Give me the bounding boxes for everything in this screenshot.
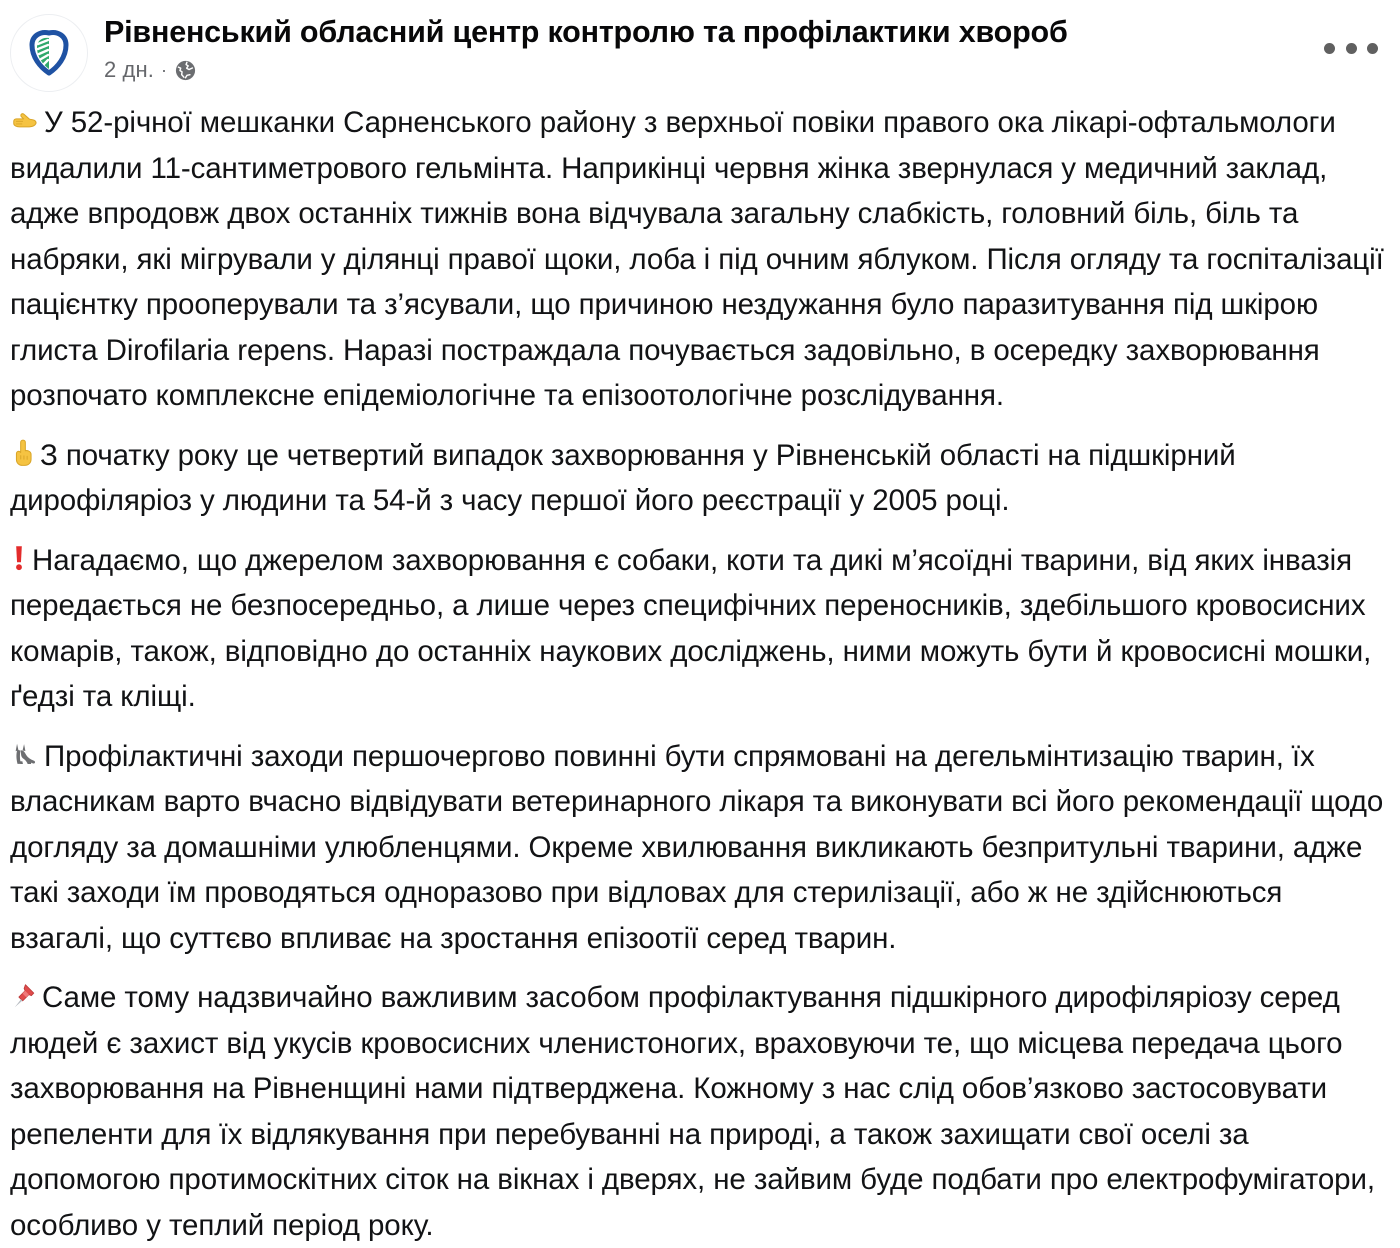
shield-logo-icon (22, 26, 76, 80)
menu-dot (1324, 43, 1335, 54)
menu-dot (1367, 43, 1378, 54)
paragraph-text: У 52-річної мешканки Сарненського району з верхньої повіки правого ока лікарі-офтальмологи видалили 11-сантиметрового гельмінта. Наприкінці червня жінка звернулася у медичний заклад, адже впродовж двох останніх тижнів вона відчувала загальну слабкість, головний біль, біль та набряки, які мігрували у ділянці правої щоки, лоба і під очним яблуком. Після огляду та госпіталізації пацієнтку прооперували та з’ясували, що причиною нездужання було паразитування під шкірою глиста Dirofilaria repens. Наразі постраждала почувається задовільно, в осередку захворювання розпочато комплексне епідеміологічне та епізоотологічне розслідування. (10, 106, 1384, 412)
paragraph-text: Нагадаємо, що джерелом захворювання є собаки, коти та дикі м’ясоїдні тварини, від яких інвазія передається не безпосередньо, а лише через специфічних переносників, здебільшого кровосисних комарів, також, відповідно до останніх наукових досліджень, ними можуть бути й кровосисні мошки, ґедзі та кліщі. (10, 543, 1372, 713)
post-header (0, 0, 1400, 92)
post-meta (104, 57, 1382, 83)
pointing-right-hand-icon (10, 100, 40, 146)
post-paragraph (10, 100, 1386, 419)
paragraph-text: З початку року це четвертий випадок захворювання у Рівненській області на підшкірний дирофіляріоз у людини та 54-й з часу першої його реєстрації у 2005 році. (10, 438, 1236, 517)
post-paragraph (10, 734, 1386, 962)
post-paragraph (10, 538, 1386, 720)
paragraph-text: Профілактичні заходи першочергово повинні бути спрямовані на дегельмінтизацію тварин, їх власникам варто вчасно відвідувати ветеринарного лікаря та виконувати всі його рекомендації щодо догляду за домашніми улюбленцями. Окреме хвилювання викликають безпритульні тварини, адже такі заходи їм проводяться одноразово при відловах для стерилізації, або ж не здійснюються взагалі, що суттєво впливає на зростання епізоотії серед тварин. (10, 739, 1384, 955)
cat-icon (10, 734, 40, 780)
pushpin-icon (10, 975, 38, 1021)
paragraph-text: Саме тому надзвичайно важливим засобом профілактування підшкірного дирофіляріозу серед людей є захист від укусів кровосисних членистоногих, враховуючи те, що місцева передача цього захворювання на Рівненщині нами підтверджена. Кожному з нас слід обов’язково застосовувати репеленти для їх відлякування при перебуванні на природі, а також захищати свої оселі за допомогою протимоскітних сіток на вікнах і дверях, не зайвим буде подбати про електрофумігатори, особливо у теплий період року. (10, 981, 1375, 1242)
avatar[interactable] (10, 14, 88, 92)
meta-separator: · (160, 60, 167, 81)
pointing-up-hand-icon (10, 433, 36, 479)
post-paragraph (10, 433, 1386, 524)
red-exclamation-icon (10, 538, 28, 584)
header-text-block (104, 10, 1382, 84)
page-name[interactable]: Рівненський обласний центр контролю та профілактики хвороб (104, 15, 1068, 49)
menu-dot (1346, 43, 1357, 54)
post-body (0, 92, 1400, 1248)
post-paragraph (10, 975, 1386, 1248)
post-timestamp[interactable]: 2 дн. (104, 57, 154, 83)
globe-public-icon[interactable] (174, 59, 197, 82)
three-dots-menu-icon[interactable] (1324, 30, 1378, 66)
